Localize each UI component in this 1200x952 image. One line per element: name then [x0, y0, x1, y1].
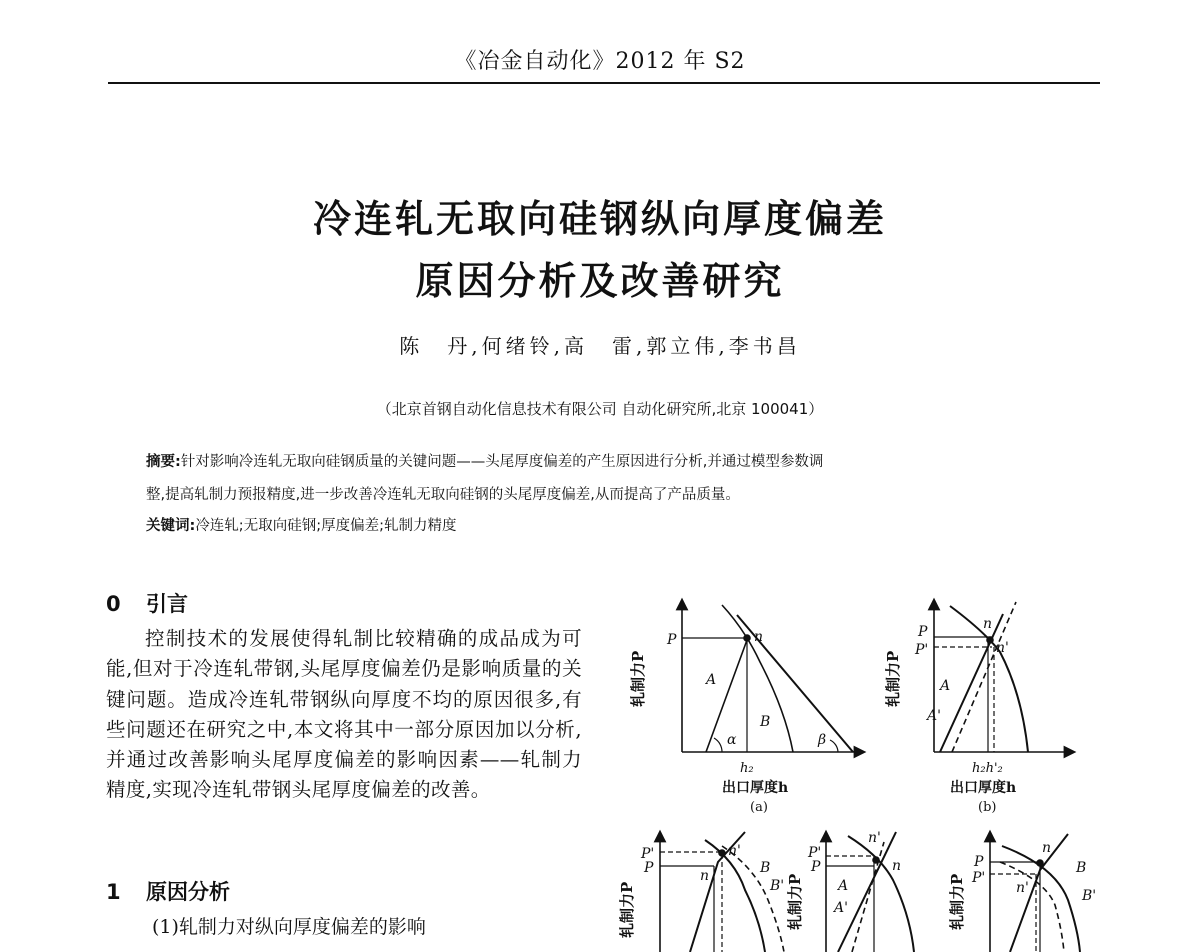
abstract-label: 摘要:	[146, 454, 181, 470]
fig-b-label-n-prime: n'	[996, 640, 1009, 656]
fig-d-label-n-prime: n'	[868, 830, 881, 846]
fig-c-label-B: B	[760, 860, 771, 876]
fig-e-label-P: P	[974, 854, 984, 870]
fig-e-curve-B-prime	[1000, 862, 1064, 952]
fig-c-label-n: n	[700, 868, 710, 884]
keywords-text: 冷连轧;无取向硅钢;厚度偏差;轧制力精度	[195, 518, 457, 534]
fig-a-caption: (a)	[750, 800, 768, 815]
fig-e-label-B-prime: B'	[1082, 888, 1097, 904]
fig-c-point	[719, 850, 725, 856]
fig-b-label-P-prime: P'	[915, 642, 929, 658]
fig-b-label-A: A	[940, 678, 951, 694]
fig-d-ylabel: 轧制力P	[786, 873, 804, 930]
fig-b-xlabel: 出口厚度h	[950, 780, 1017, 796]
section-1-number: 1	[106, 880, 121, 904]
fig-a-label-h2: h₂	[740, 761, 754, 776]
fig-e-label-P-prime: P'	[972, 870, 986, 886]
fig-c-label-B-prime: B'	[770, 878, 785, 894]
journal-header: 《冶金自动化》2012 年 S2	[454, 49, 746, 74]
fig-a-alpha-arc	[714, 738, 722, 752]
title-line-1: 冷连轧无取向硅钢纵向厚度偏差	[312, 197, 887, 241]
section-0-number: 0	[106, 592, 121, 616]
fig-a-xlabel: 出口厚度h	[722, 780, 789, 796]
figure-e	[990, 834, 1080, 952]
fig-b-label-P: P	[918, 624, 928, 640]
fig-c-label-P-prime: P'	[641, 846, 655, 862]
authors: 陈 丹,何绪铃,高 雷,郭立伟,李书昌	[399, 334, 801, 358]
fig-a-label-n: n	[754, 629, 764, 645]
fig-d-label-n: n	[892, 858, 902, 874]
fig-a-point-n	[744, 635, 750, 641]
fig-b-caption: (b)	[978, 800, 997, 815]
fig-a-label-A: A	[706, 672, 717, 688]
fig-c-label-P: P	[644, 860, 654, 876]
fig-b-label-A-prime: A'	[927, 708, 941, 724]
fig-a-label-alpha: α	[727, 732, 737, 748]
fig-d-point	[873, 857, 879, 863]
fig-b-label-n: n	[983, 616, 993, 632]
fig-e-label-n-prime: n'	[1016, 880, 1029, 896]
section-1-title: 原因分析	[146, 880, 230, 904]
keywords-label: 关键词:	[146, 518, 196, 534]
figure-c	[660, 832, 784, 952]
fig-c-ylabel: 轧制力P	[618, 881, 636, 938]
fig-a-ylabel: 轧制力P	[629, 650, 647, 707]
affiliation: （北京首钢自动化信息技术有限公司 自动化研究所,北京 100041）	[376, 400, 824, 418]
fig-e-label-n: n	[1042, 840, 1052, 856]
subsection-1: (1)轧制力对纵向厚度偏差的影响	[152, 916, 426, 938]
fig-c-label-n-prime: n'	[728, 843, 741, 859]
abstract-text-1: 针对影响冷连轧无取向硅钢质量的关键问题——头尾厚度偏差的产生原因进行分析,并通过模型参数调	[180, 454, 824, 470]
fig-b-ylabel: 轧制力P	[884, 650, 902, 707]
fig-b-label-h2h2p: h₂h'₂	[972, 761, 1003, 776]
fig-e-point	[1037, 860, 1043, 866]
fig-e-ylabel: 轧制力P	[948, 873, 966, 930]
abstract-line-2: 整,提高轧制力预报精度,进一步改善冷连轧无取向硅钢的头尾厚度偏差,从而提高了产品质量。	[146, 487, 740, 503]
intro-paragraph: 控制技术的发展使得轧制比较精确的成品成为可能,但对于冷连轧带钢,头尾厚度偏差仍是影响质量的关键问题。造成冷连轧带钢纵向厚度不均的原因很多,有些问题还在研究之中,本文将其中一部分原因加以分析,并通过改善影响头尾厚度偏差的影响因素——轧制力精度,实现冷连轧带钢头尾厚度偏差的改善。	[106, 627, 582, 802]
fig-d-label-A-prime: A'	[834, 900, 848, 916]
fig-c-curve-B-prime	[722, 846, 784, 952]
fig-d-label-P-prime: P'	[808, 845, 822, 861]
fig-a-beta-arc	[830, 740, 838, 752]
fig-b-point-n	[987, 637, 993, 643]
title-line-2: 原因分析及改善研究	[415, 259, 785, 303]
fig-a-label-P: P	[667, 632, 677, 648]
fig-a-label-beta: β	[818, 732, 827, 748]
section-0-title: 引言	[146, 592, 188, 616]
fig-d-label-A: A	[838, 878, 849, 894]
fig-e-label-B: B	[1076, 860, 1087, 876]
fig-a-label-B: B	[760, 714, 771, 730]
figure-b	[934, 602, 1070, 752]
fig-d-label-P: P	[811, 859, 821, 875]
